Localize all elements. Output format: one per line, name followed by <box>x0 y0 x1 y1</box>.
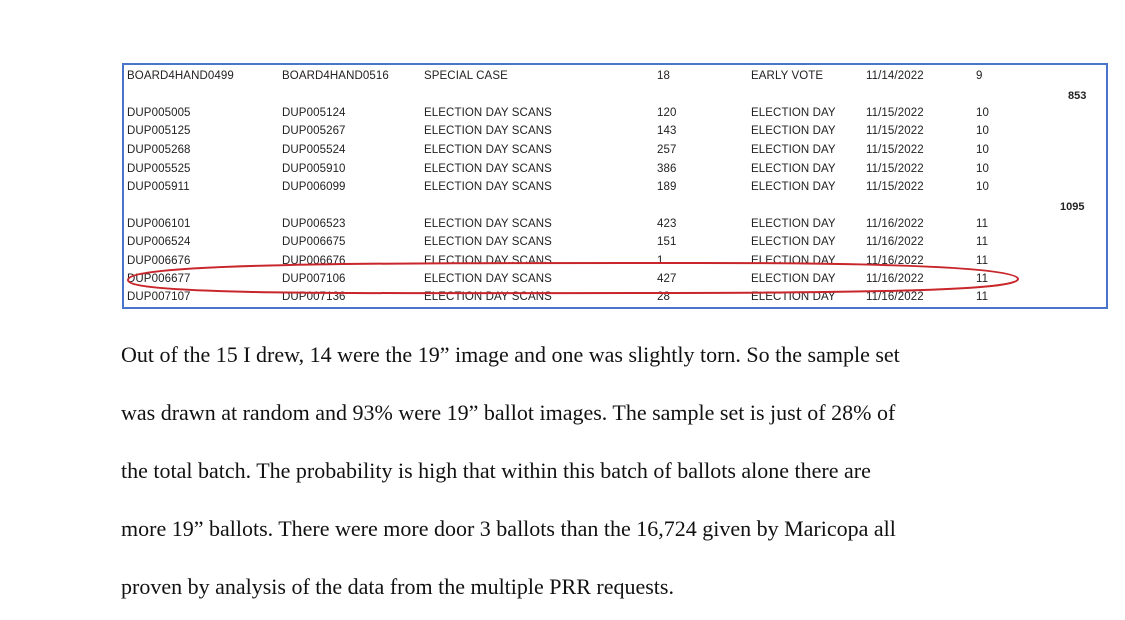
table-cell-end-batch: DUP006099 <box>282 181 346 193</box>
table-cell-vote-type: ELECTION DAY <box>751 181 836 193</box>
table-cell-date: 11/16/2022 <box>866 291 924 303</box>
table-cell-ballot-count: 1 <box>657 255 664 267</box>
day-total-2: 1095 <box>1060 201 1085 213</box>
table-cell-ballot-count: 189 <box>657 181 677 193</box>
table-cell-ballot-count: 143 <box>657 125 677 137</box>
table-cell-end-batch: DUP006676 <box>282 255 346 267</box>
table-cell-vote-type: ELECTION DAY <box>751 125 836 137</box>
table-cell-start-batch: DUP005125 <box>127 125 191 137</box>
table-cell-end-batch: DUP005910 <box>282 163 346 175</box>
table-cell-day-number: 11 <box>976 291 989 303</box>
paragraph-line-5: proven by analysis of the data from the multiple PRR requests. <box>121 574 674 599</box>
table-cell-batch-type: SPECIAL CASE <box>424 70 508 82</box>
table-cell-start-batch: DUP005911 <box>127 181 190 193</box>
table-cell-batch-type: ELECTION DAY SCANS <box>424 255 552 267</box>
table-cell-day-number: 10 <box>976 125 989 137</box>
table-cell-ballot-count: 257 <box>657 144 677 156</box>
table-cell-batch-type: ELECTION DAY SCANS <box>424 125 552 137</box>
table-cell-start-batch: DUP005005 <box>127 107 191 119</box>
table-cell-vote-type: ELECTION DAY <box>751 163 836 175</box>
table-cell-start-batch: DUP006101 <box>127 218 191 230</box>
table-cell-end-batch: DUP007136 <box>282 291 346 303</box>
paragraph-line-1: Out of the 15 I drew, 14 were the 19” image and one was slightly torn. So the sample set <box>121 342 900 367</box>
table-cell-ballot-count: 427 <box>657 273 677 285</box>
paragraph-line-4: more 19” ballots. There were more door 3 ballots than the 16,724 given by Maricopa all <box>121 516 896 541</box>
table-cell-batch-type: ELECTION DAY SCANS <box>424 163 552 175</box>
table-cell-batch-type: ELECTION DAY SCANS <box>424 218 552 230</box>
table-cell-batch-type: ELECTION DAY SCANS <box>424 273 552 285</box>
table-cell-ballot-count: 151 <box>657 236 677 248</box>
table-cell-date: 11/15/2022 <box>866 181 924 193</box>
table-cell-start-batch: DUP007107 <box>127 291 191 303</box>
table-cell-vote-type: ELECTION DAY <box>751 218 836 230</box>
table-cell-day-number: 11 <box>976 273 989 285</box>
table-cell-start-batch: DUP005268 <box>127 144 191 156</box>
table-cell-ballot-count: 120 <box>657 107 677 119</box>
table-cell-start-batch: DUP006677 <box>127 273 191 285</box>
table-cell-start-batch: DUP006524 <box>127 236 191 248</box>
table-cell-date: 11/15/2022 <box>866 107 924 119</box>
table-cell-batch-type: ELECTION DAY SCANS <box>424 144 552 156</box>
table-cell-vote-type: ELECTION DAY <box>751 107 836 119</box>
table-cell-batch-type: ELECTION DAY SCANS <box>424 236 552 248</box>
table-cell-ballot-count: 386 <box>657 163 677 175</box>
table-cell-date: 11/15/2022 <box>866 163 924 175</box>
table-cell-date: 11/14/2022 <box>866 70 924 82</box>
table-cell-end-batch: DUP006523 <box>282 218 346 230</box>
ballot-batch-table <box>122 63 1108 309</box>
table-cell-ballot-count: 18 <box>657 70 670 82</box>
table-cell-end-batch: DUP007106 <box>282 273 346 285</box>
table-cell-ballot-count: 423 <box>657 218 677 230</box>
table-cell-batch-type: ELECTION DAY SCANS <box>424 291 552 303</box>
table-cell-vote-type: ELECTION DAY <box>751 255 836 267</box>
table-cell-start-batch: BOARD4HAND0499 <box>127 70 234 82</box>
table-cell-vote-type: ELECTION DAY <box>751 273 836 285</box>
table-cell-start-batch: DUP005525 <box>127 163 191 175</box>
table-cell-day-number: 10 <box>976 181 989 193</box>
table-cell-day-number: 10 <box>976 107 989 119</box>
table-cell-date: 11/16/2022 <box>866 273 924 285</box>
table-cell-vote-type: EARLY VOTE <box>751 70 824 82</box>
table-cell-vote-type: ELECTION DAY <box>751 144 836 156</box>
table-cell-end-batch: DUP005267 <box>282 125 346 137</box>
table-cell-day-number: 10 <box>976 163 989 175</box>
table-cell-day-number: 11 <box>976 255 989 267</box>
table-cell-end-batch: BOARD4HAND0516 <box>282 70 389 82</box>
table-cell-end-batch: DUP005124 <box>282 107 346 119</box>
table-cell-end-batch: DUP005524 <box>282 144 346 156</box>
table-cell-date: 11/15/2022 <box>866 125 924 137</box>
table-cell-date: 11/16/2022 <box>866 255 924 267</box>
table-cell-vote-type: ELECTION DAY <box>751 236 836 248</box>
table-cell-date: 11/16/2022 <box>866 218 924 230</box>
table-cell-end-batch: DUP006675 <box>282 236 346 248</box>
table-cell-batch-type: ELECTION DAY SCANS <box>424 107 552 119</box>
table-cell-day-number: 10 <box>976 144 989 156</box>
table-cell-date: 11/15/2022 <box>866 144 924 156</box>
table-cell-start-batch: DUP006676 <box>127 255 191 267</box>
table-cell-batch-type: ELECTION DAY SCANS <box>424 181 552 193</box>
day-total-1: 853 <box>1068 90 1087 102</box>
paragraph-line-2: was drawn at random and 93% were 19” ballot images. The sample set is just of 28% of <box>121 400 896 425</box>
table-cell-vote-type: ELECTION DAY <box>751 291 836 303</box>
table-cell-day-number: 9 <box>976 70 983 82</box>
table-cell-day-number: 11 <box>976 236 989 248</box>
table-cell-day-number: 11 <box>976 218 989 230</box>
paragraph-line-3: the total batch. The probability is high that within this batch of ballots alone there are <box>121 458 871 483</box>
table-cell-date: 11/16/2022 <box>866 236 924 248</box>
table-cell-ballot-count: 28 <box>657 291 670 303</box>
